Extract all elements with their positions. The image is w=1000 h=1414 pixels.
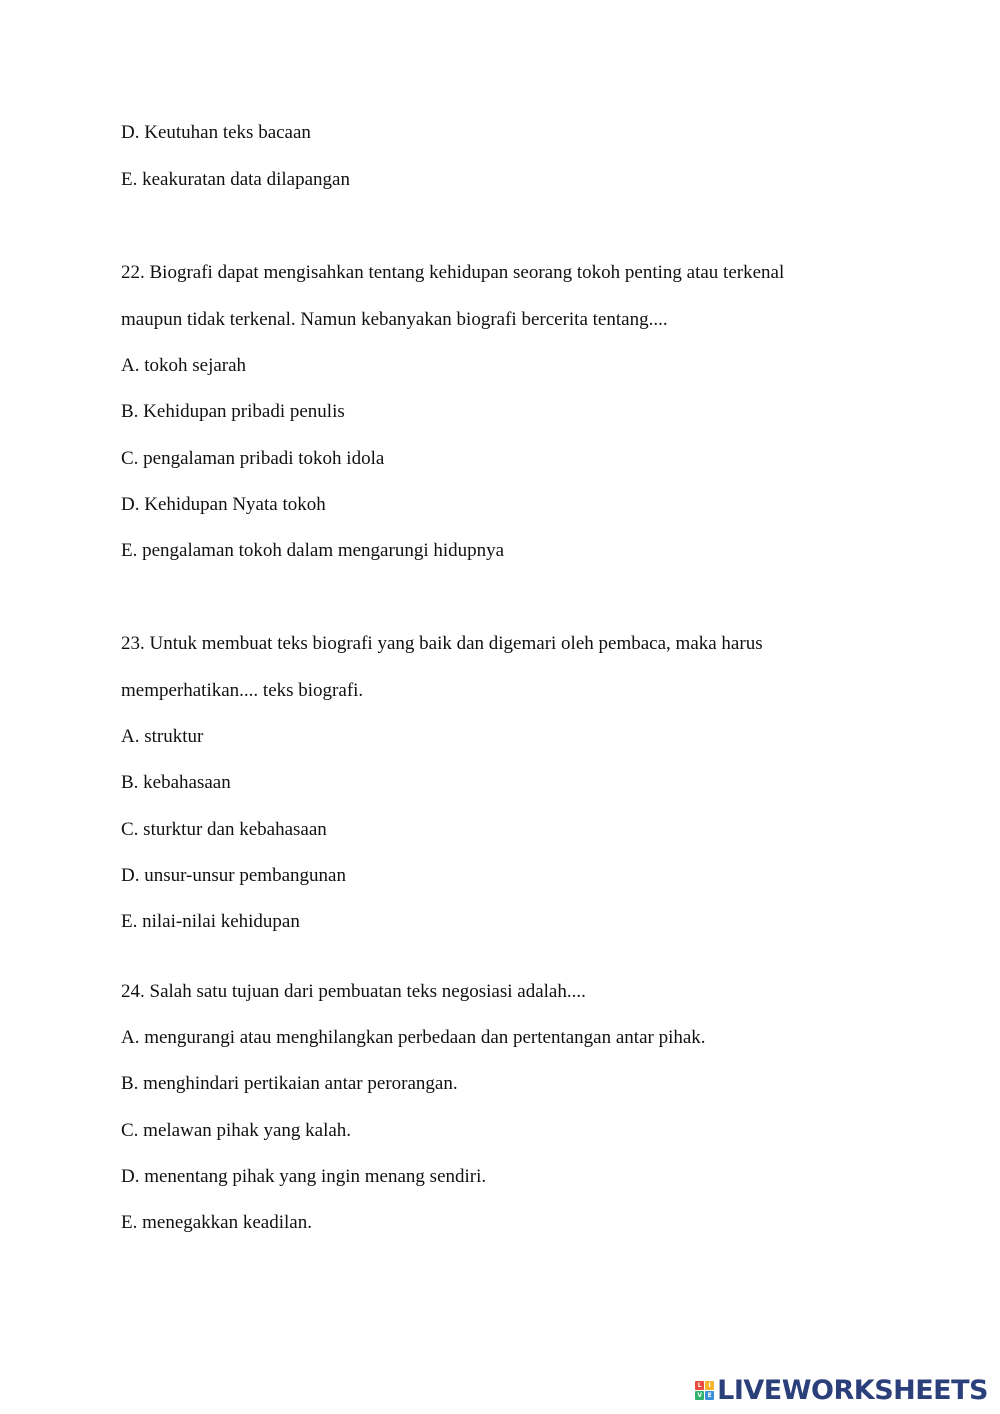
logo-tile-i: I bbox=[705, 1381, 714, 1390]
q22-question-line-2: maupun tidak terkenal. Namun kebanyakan biografi bercerita tentang.... bbox=[121, 309, 668, 330]
q21-option-d: D. Keutuhan teks bacaan bbox=[121, 122, 311, 143]
q24-option-e: E. menegakkan keadilan. bbox=[121, 1212, 312, 1233]
q22-question-line-1: 22. Biografi dapat mengisahkan tentang kehidupan seorang tokoh penting atau terkenal bbox=[121, 262, 785, 283]
q23-question-line-1: 23. Untuk membuat teks biografi yang baik dan digemari oleh pembaca, maka harus bbox=[121, 633, 763, 654]
q23-option-d: D. unsur-unsur pembangunan bbox=[121, 865, 346, 886]
q24-option-c: C. melawan pihak yang kalah. bbox=[121, 1120, 352, 1141]
q23-option-b: B. kebahasaan bbox=[121, 772, 231, 793]
q22-option-a: A. tokoh sejarah bbox=[121, 355, 247, 376]
q23-option-c: C. sturktur dan kebahasaan bbox=[121, 819, 327, 840]
q24-option-a: A. mengurangi atau menghilangkan perbedaan dan pertentangan antar pihak. bbox=[121, 1027, 706, 1048]
liveworksheets-logo-icon bbox=[695, 1381, 714, 1400]
q24-option-d: D. menentang pihak yang ingin menang sendiri. bbox=[121, 1166, 487, 1187]
liveworksheets-logo-text: LIVEWORKSHEETS bbox=[717, 1375, 988, 1406]
q22-option-d: D. Kehidupan Nyata tokoh bbox=[121, 494, 326, 515]
q23-option-e: E. nilai-nilai kehidupan bbox=[121, 911, 300, 932]
q22-option-e: E. pengalaman tokoh dalam mengarungi hidupnya bbox=[121, 540, 505, 561]
q23-option-a: A. struktur bbox=[121, 726, 204, 747]
q22-option-b: B. Kehidupan pribadi penulis bbox=[121, 401, 345, 422]
q24-question: 24. Salah satu tujuan dari pembuatan teks negosiasi adalah.... bbox=[121, 981, 586, 1002]
q22-option-c: C. pengalaman pribadi tokoh idola bbox=[121, 448, 385, 469]
logo-tile-l: L bbox=[695, 1381, 704, 1390]
q24-option-b: B. menghindari pertikaian antar perorangan. bbox=[121, 1073, 458, 1094]
liveworksheets-logo bbox=[695, 1375, 988, 1406]
logo-tile-v: V bbox=[695, 1391, 704, 1400]
q21-option-e: E. keakuratan data dilapangan bbox=[121, 169, 350, 190]
logo-tile-e: E bbox=[705, 1391, 714, 1400]
q23-question-line-2: memperhatikan.... teks biografi. bbox=[121, 680, 364, 701]
